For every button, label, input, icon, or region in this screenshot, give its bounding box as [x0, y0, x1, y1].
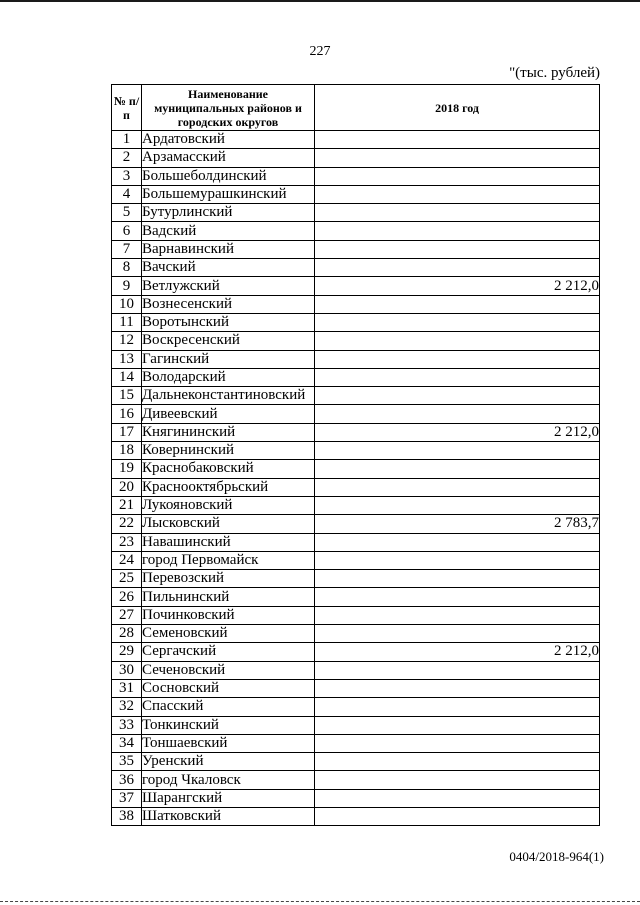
district-name: Варнавинский — [142, 240, 315, 258]
table-row — [112, 606, 600, 624]
table-row — [112, 570, 600, 588]
district-name: Лысковский — [142, 515, 315, 533]
table-row — [112, 551, 600, 569]
table-row — [112, 368, 600, 386]
page-number: 227 — [309, 44, 331, 59]
district-name: город Первомайск — [142, 551, 315, 569]
table-row — [112, 643, 600, 661]
table-row — [112, 625, 600, 643]
row-number: 17 — [112, 423, 142, 441]
district-name: Лукояновский — [142, 496, 315, 514]
district-name: Краснооктябрьский — [142, 478, 315, 496]
amount-2018 — [315, 131, 600, 149]
table-row — [112, 405, 600, 423]
row-number: 20 — [112, 478, 142, 496]
district-name: Навашинский — [142, 533, 315, 551]
district-name: Ардатовский — [142, 131, 315, 149]
row-number: 16 — [112, 405, 142, 423]
amount-2018 — [315, 716, 600, 734]
row-number: 5 — [112, 204, 142, 222]
district-name: Ковернинский — [142, 442, 315, 460]
table-row — [112, 423, 600, 441]
table-row — [112, 277, 600, 295]
allocation-table — [111, 84, 600, 826]
amount-2018 — [315, 240, 600, 258]
table-row — [112, 661, 600, 679]
district-name: Вадский — [142, 222, 315, 240]
amount-2018 — [315, 387, 600, 405]
district-name: Вознесенский — [142, 295, 315, 313]
table-row — [112, 734, 600, 752]
district-name: Воротынский — [142, 313, 315, 331]
row-number: 36 — [112, 771, 142, 789]
district-name: Володарский — [142, 368, 315, 386]
amount-2018 — [315, 313, 600, 331]
row-number: 1 — [112, 131, 142, 149]
amount-2018 — [315, 204, 600, 222]
header-name — [142, 85, 315, 131]
amount-2018 — [315, 167, 600, 185]
row-number: 21 — [112, 496, 142, 514]
amount-2018: 2 783,7 — [315, 515, 600, 533]
row-number: 2 — [112, 149, 142, 167]
district-name: Арзамасский — [142, 149, 315, 167]
table-row — [112, 515, 600, 533]
table-body — [112, 131, 600, 826]
table-row — [112, 313, 600, 331]
table-row — [112, 259, 600, 277]
district-name: Сеченовский — [142, 661, 315, 679]
table-row — [112, 478, 600, 496]
table-row — [112, 185, 600, 203]
amount-2018 — [315, 442, 600, 460]
header-year-label: 2018 год — [435, 100, 479, 115]
amount-2018 — [315, 753, 600, 771]
amount-2018 — [315, 698, 600, 716]
row-number: 6 — [112, 222, 142, 240]
row-number: 14 — [112, 368, 142, 386]
table-row — [112, 131, 600, 149]
table-row — [112, 387, 600, 405]
header-num-label: № п/п — [113, 93, 140, 122]
amount-2018 — [315, 496, 600, 514]
row-number: 23 — [112, 533, 142, 551]
row-number: 34 — [112, 734, 142, 752]
row-number: 29 — [112, 643, 142, 661]
district-name: Уренский — [142, 753, 315, 771]
row-number: 38 — [112, 807, 142, 825]
amount-2018 — [315, 405, 600, 423]
row-number: 11 — [112, 313, 142, 331]
amount-2018 — [315, 679, 600, 697]
amount-2018 — [315, 588, 600, 606]
district-name: Дивеевский — [142, 405, 315, 423]
district-name: Дальнеконстантиновский — [142, 387, 315, 405]
amount-2018 — [315, 606, 600, 624]
district-name: Спасский — [142, 698, 315, 716]
table-row — [112, 240, 600, 258]
district-name: Краснобаковский — [142, 460, 315, 478]
row-number: 10 — [112, 295, 142, 313]
row-number: 4 — [112, 185, 142, 203]
amount-2018 — [315, 533, 600, 551]
row-number: 19 — [112, 460, 142, 478]
row-number: 27 — [112, 606, 142, 624]
district-name: Большеболдинский — [142, 167, 315, 185]
row-number: 26 — [112, 588, 142, 606]
row-number: 15 — [112, 387, 142, 405]
table-row — [112, 460, 600, 478]
table-header-row — [112, 85, 600, 131]
row-number: 35 — [112, 753, 142, 771]
district-name: Шатковский — [142, 807, 315, 825]
units-label: "(тыс. рублей) — [509, 65, 600, 81]
row-number: 8 — [112, 259, 142, 277]
amount-2018 — [315, 350, 600, 368]
table-row — [112, 204, 600, 222]
district-name: Тоншаевский — [142, 734, 315, 752]
amount-2018 — [315, 551, 600, 569]
district-name: Воскресенский — [142, 332, 315, 350]
amount-2018 — [315, 259, 600, 277]
amount-2018 — [315, 789, 600, 807]
row-number: 37 — [112, 789, 142, 807]
table-row — [112, 295, 600, 313]
amount-2018 — [315, 771, 600, 789]
district-name: Вачский — [142, 259, 315, 277]
header-name-label: Наименование муниципальных районов и городских округов — [154, 86, 302, 129]
table-row — [112, 716, 600, 734]
district-name: Княгининский — [142, 423, 315, 441]
district-name: Большемурашкинский — [142, 185, 315, 203]
table-row — [112, 167, 600, 185]
row-number: 32 — [112, 698, 142, 716]
district-name: город Чкаловск — [142, 771, 315, 789]
amount-2018: 2 212,0 — [315, 643, 600, 661]
district-name: Сергачский — [142, 643, 315, 661]
table-row — [112, 533, 600, 551]
row-number: 12 — [112, 332, 142, 350]
amount-2018 — [315, 332, 600, 350]
district-name: Сосновский — [142, 679, 315, 697]
row-number: 18 — [112, 442, 142, 460]
document-code: 0404/2018-964(1) — [509, 849, 604, 864]
header-year — [315, 85, 600, 131]
amount-2018 — [315, 222, 600, 240]
table-row — [112, 350, 600, 368]
table-row — [112, 222, 600, 240]
table-row — [112, 753, 600, 771]
district-name: Пильнинский — [142, 588, 315, 606]
district-name: Перевозский — [142, 570, 315, 588]
table-row — [112, 149, 600, 167]
amount-2018 — [315, 149, 600, 167]
amount-2018 — [315, 661, 600, 679]
row-number: 22 — [112, 515, 142, 533]
district-name: Ветлужский — [142, 277, 315, 295]
table-row — [112, 679, 600, 697]
amount-2018 — [315, 460, 600, 478]
table-row — [112, 698, 600, 716]
amount-2018 — [315, 807, 600, 825]
row-number: 9 — [112, 277, 142, 295]
amount-2018 — [315, 625, 600, 643]
table-row — [112, 789, 600, 807]
scan-edge-top — [0, 0, 640, 2]
row-number: 25 — [112, 570, 142, 588]
row-number: 31 — [112, 679, 142, 697]
row-number: 33 — [112, 716, 142, 734]
table-row — [112, 807, 600, 825]
table-row — [112, 496, 600, 514]
header-num — [112, 85, 142, 131]
row-number: 7 — [112, 240, 142, 258]
scan-edge-bottom — [0, 901, 640, 903]
row-number: 13 — [112, 350, 142, 368]
row-number: 3 — [112, 167, 142, 185]
table-row — [112, 332, 600, 350]
table-row — [112, 771, 600, 789]
district-name: Семеновский — [142, 625, 315, 643]
amount-2018 — [315, 295, 600, 313]
district-name: Гагинский — [142, 350, 315, 368]
row-number: 28 — [112, 625, 142, 643]
amount-2018 — [315, 185, 600, 203]
amount-2018 — [315, 368, 600, 386]
amount-2018 — [315, 734, 600, 752]
district-name: Починковский — [142, 606, 315, 624]
row-number: 24 — [112, 551, 142, 569]
row-number: 30 — [112, 661, 142, 679]
amount-2018: 2 212,0 — [315, 277, 600, 295]
district-name: Бутурлинский — [142, 204, 315, 222]
amount-2018 — [315, 570, 600, 588]
district-name: Шарангский — [142, 789, 315, 807]
table-row — [112, 588, 600, 606]
table-row — [112, 442, 600, 460]
amount-2018: 2 212,0 — [315, 423, 600, 441]
district-name: Тонкинский — [142, 716, 315, 734]
amount-2018 — [315, 478, 600, 496]
